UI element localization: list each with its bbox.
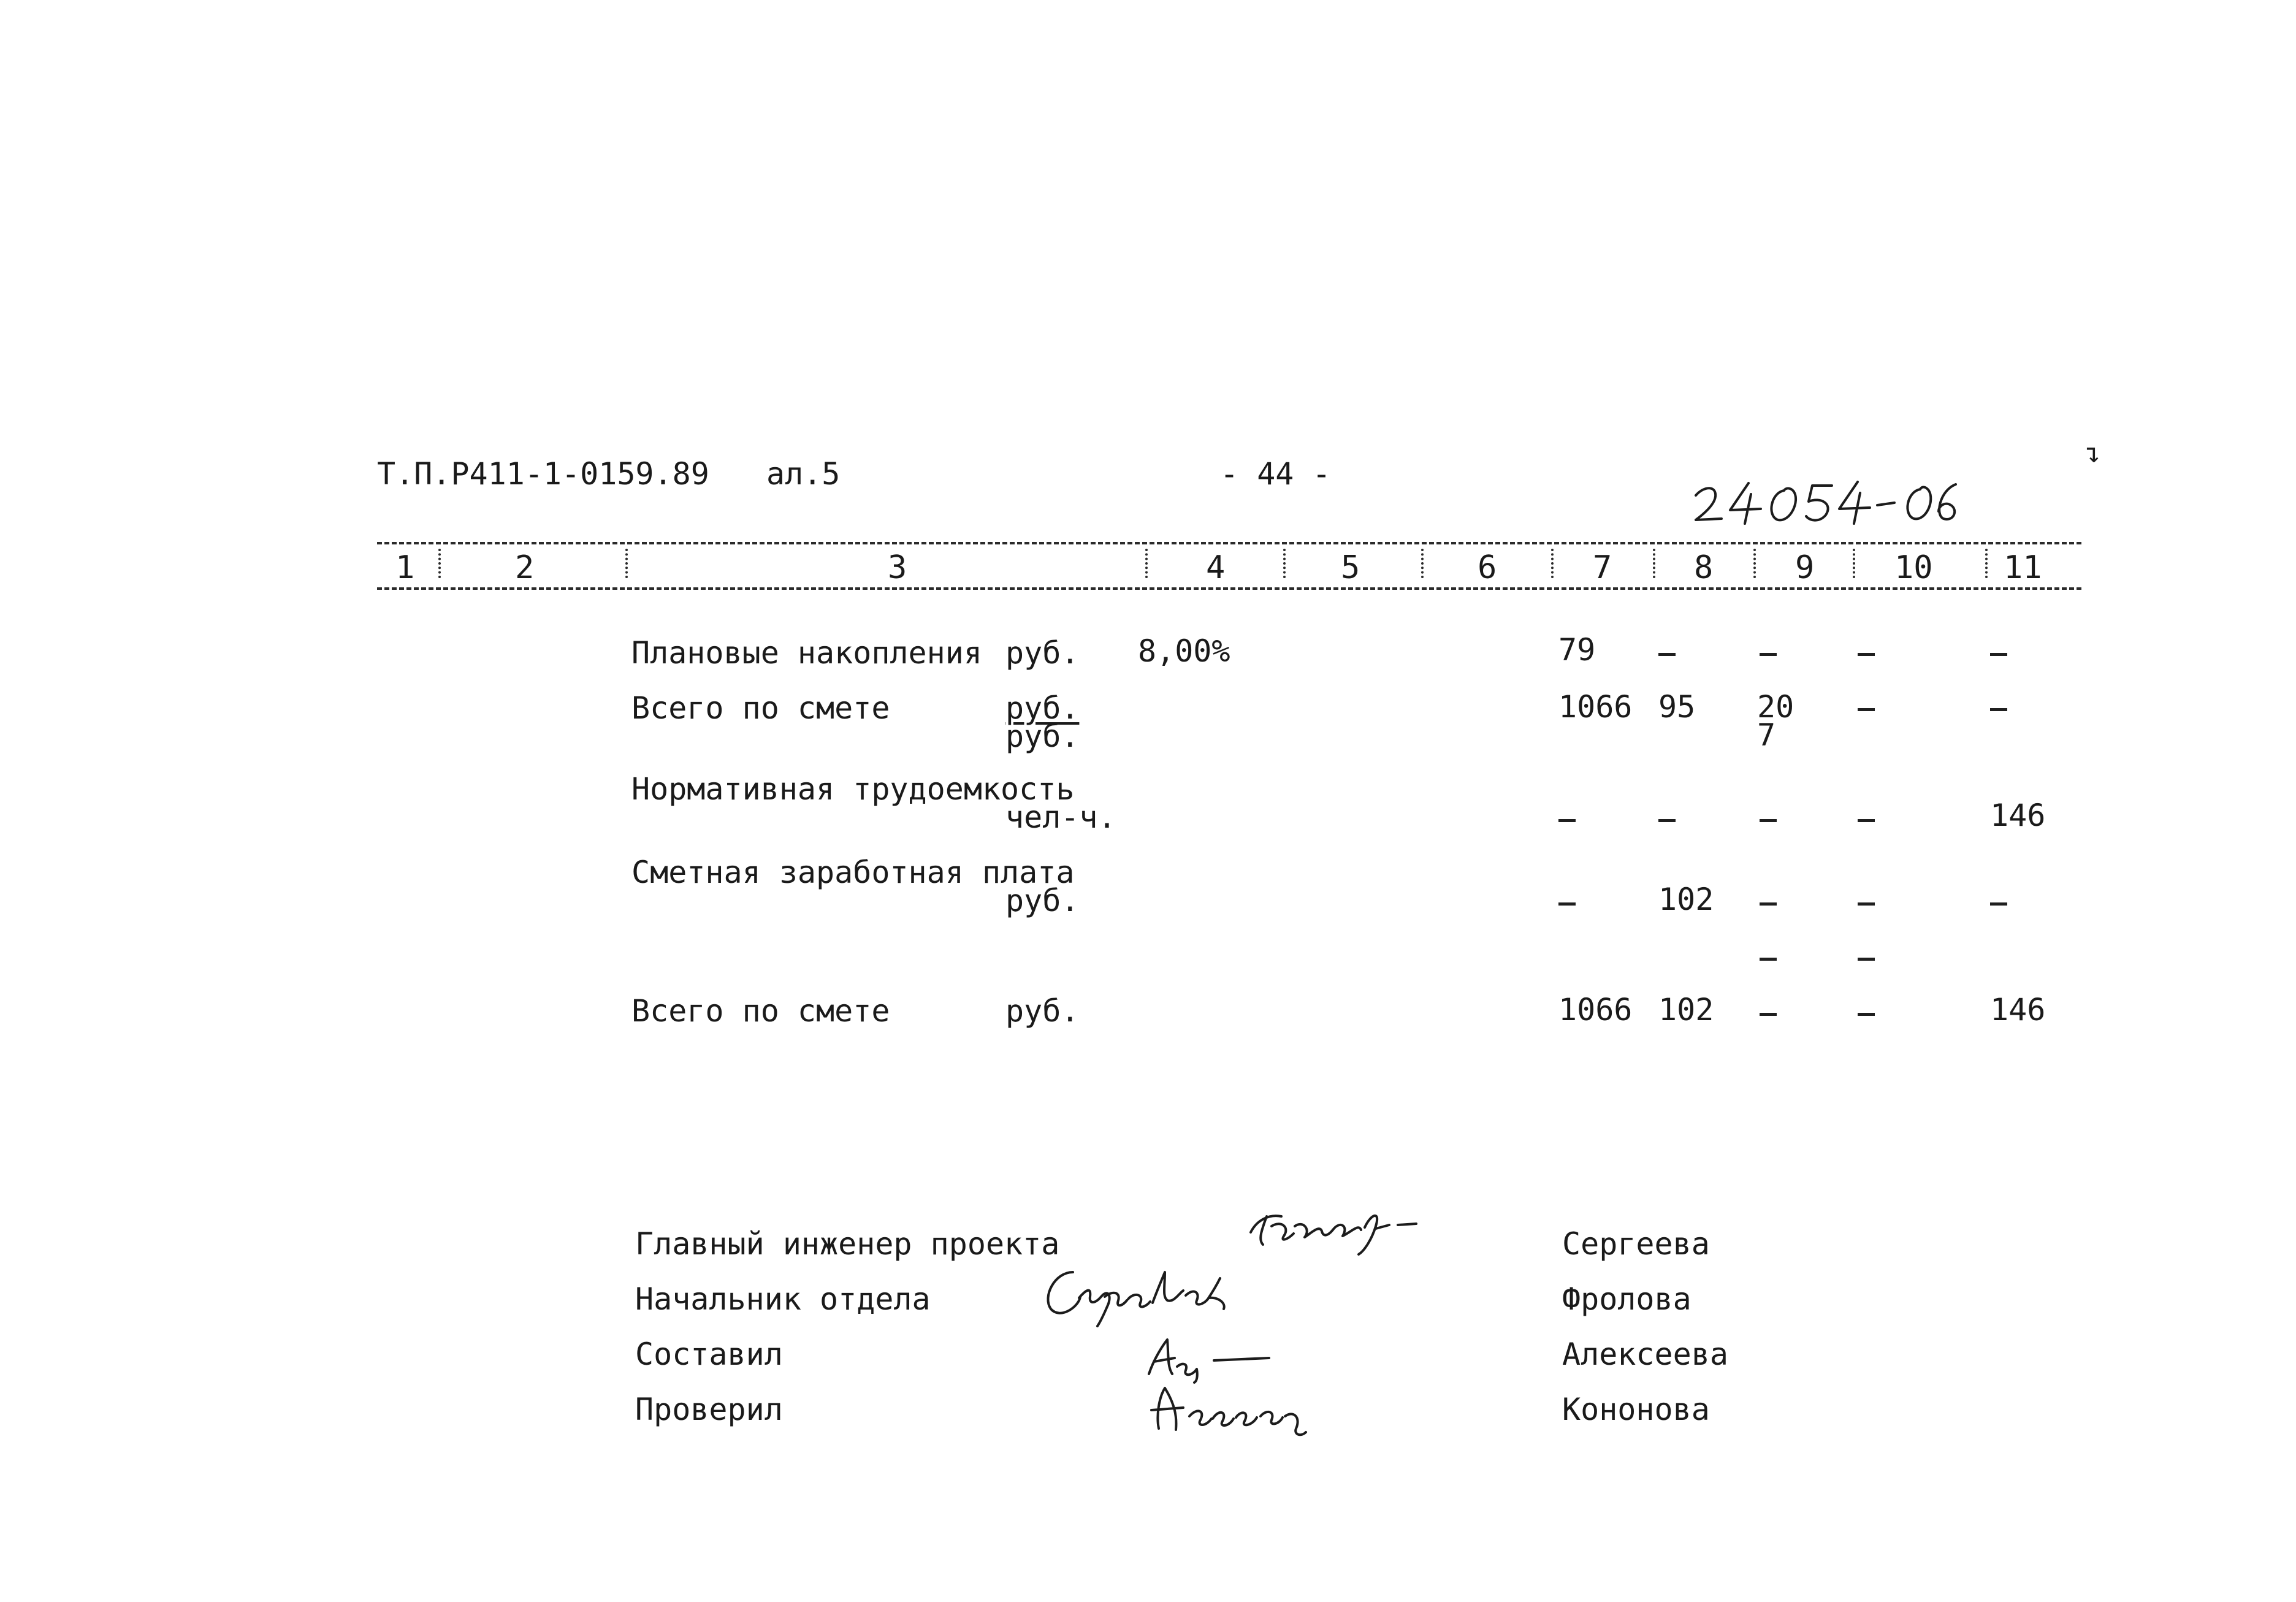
column-separator bbox=[1145, 549, 1148, 578]
cell-col11-empty bbox=[1990, 902, 2007, 906]
cell-col11-empty bbox=[1990, 653, 2007, 656]
cell-col11: 146 bbox=[1990, 798, 2046, 833]
cell-col9-empty bbox=[1760, 1013, 1777, 1016]
signatory-name: Фролова bbox=[1562, 1281, 1691, 1317]
column-number-3: 3 bbox=[888, 549, 907, 586]
column-number-5: 5 bbox=[1341, 549, 1360, 586]
signatory-name: Сергеева bbox=[1562, 1226, 1710, 1262]
document-code: Т.П.Р411-1-0159.89 bbox=[377, 456, 709, 492]
cell-col11-empty bbox=[1990, 708, 2007, 711]
cell-col7: 1066 bbox=[1558, 992, 1633, 1028]
column-separator bbox=[1853, 549, 1855, 578]
corner-mark: ↴ bbox=[2084, 438, 2101, 469]
column-number-8: 8 bbox=[1694, 549, 1714, 586]
column-number-6: 6 bbox=[1478, 549, 1497, 586]
cell-col8: 102 bbox=[1658, 992, 1714, 1028]
column-number-7: 7 bbox=[1593, 549, 1612, 586]
signature-role: Начальник отдела bbox=[635, 1281, 931, 1317]
column-separator bbox=[438, 549, 441, 578]
cell-col8: 102 bbox=[1658, 882, 1714, 917]
page-number: - 44 - bbox=[1220, 456, 1331, 492]
row-unit: руб. bbox=[1005, 993, 1080, 1029]
row-unit: руб. bbox=[1005, 883, 1080, 918]
signature-role: Главный инженер проекта bbox=[635, 1226, 1060, 1262]
cell-col9: 20 bbox=[1757, 689, 1794, 725]
cell-col8-empty bbox=[1658, 819, 1676, 822]
cell-col10-empty bbox=[1858, 819, 1875, 822]
row-unit-numerator: руб. bbox=[1005, 690, 1080, 726]
signature-role: Проверил bbox=[635, 1392, 783, 1427]
signatory-name: Алексеева bbox=[1562, 1337, 1728, 1372]
signature-chief-engineer bbox=[1245, 1196, 1428, 1257]
signatory-name: Кононова bbox=[1562, 1392, 1710, 1427]
handwritten-inventory-number bbox=[1692, 472, 1956, 527]
row-name: Сметная заработная плата bbox=[631, 855, 1075, 890]
column-header-bottom-rule bbox=[377, 587, 2081, 590]
column-number-4: 4 bbox=[1206, 549, 1226, 586]
row-unit-denominator: руб. bbox=[1005, 719, 1080, 754]
row-rate: 8,00% bbox=[1138, 633, 1230, 669]
signature-department-head bbox=[1036, 1254, 1257, 1327]
column-number-2: 2 bbox=[515, 549, 535, 586]
cell-col8: 95 bbox=[1658, 689, 1696, 725]
cell-col11: 146 bbox=[1990, 992, 2046, 1028]
column-separator bbox=[1753, 549, 1756, 578]
cell-col10-empty bbox=[1858, 653, 1875, 656]
row-name: Всего по смете bbox=[631, 690, 890, 726]
cell-col9-empty bbox=[1760, 902, 1777, 906]
signature-role: Составил bbox=[635, 1337, 783, 1372]
album-number: ал.5 bbox=[766, 456, 841, 492]
cell-col10-empty bbox=[1858, 958, 1875, 961]
column-separator bbox=[1283, 549, 1286, 578]
column-number-1: 1 bbox=[395, 549, 415, 586]
column-header-top-rule bbox=[377, 542, 2081, 544]
cell-col9-empty bbox=[1760, 819, 1777, 822]
column-separator bbox=[1985, 549, 1988, 578]
row-name: Всего по смете bbox=[631, 993, 890, 1029]
signature-checker bbox=[1140, 1373, 1343, 1441]
cell-col7-empty bbox=[1558, 819, 1576, 822]
cell-col7: 79 bbox=[1558, 632, 1596, 668]
cell-col10-empty bbox=[1858, 902, 1875, 906]
column-separator bbox=[625, 549, 628, 578]
cell-col7: 1066 bbox=[1558, 689, 1633, 725]
cell-col7-empty bbox=[1558, 902, 1576, 906]
row-unit: чел-ч. bbox=[1005, 799, 1116, 835]
column-separator bbox=[1653, 549, 1655, 578]
column-number-9: 9 bbox=[1795, 549, 1815, 586]
cell-col8-empty bbox=[1658, 653, 1676, 656]
column-separator bbox=[1421, 549, 1424, 578]
row-name: Нормативная трудоемкость bbox=[631, 771, 1075, 807]
cell-col10-empty bbox=[1858, 1013, 1875, 1016]
cell-col9-second-line: 7 bbox=[1757, 717, 1776, 753]
row-unit: руб. bbox=[1005, 635, 1080, 671]
column-separator bbox=[1551, 549, 1554, 578]
column-number-10: 10 bbox=[1894, 549, 1933, 586]
cell-col9-empty bbox=[1760, 958, 1777, 961]
column-number-11: 11 bbox=[2004, 549, 2042, 586]
row-name: Плановые накопления bbox=[631, 635, 982, 671]
cell-col10-empty bbox=[1858, 708, 1875, 711]
cell-col9-empty bbox=[1760, 653, 1777, 656]
